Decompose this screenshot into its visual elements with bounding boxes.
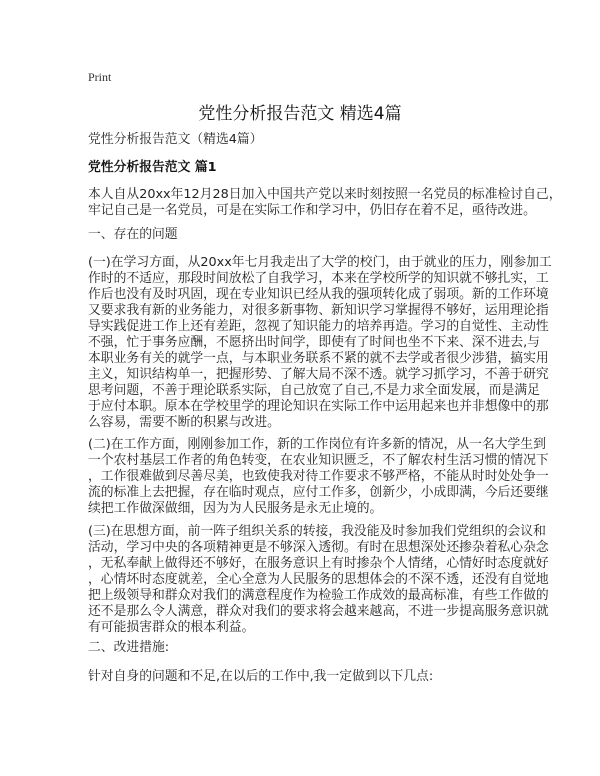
text-line: 导实践促进工作上还有差距，忽视了知识能力的培养再造。学习的自觉性、主动性 (88, 319, 549, 334)
text-line: 作后也没有及时巩固，现在专业知识已经从我的强项转化成了弱项。新的工作环境 (88, 287, 549, 302)
improvements-heading: 二、改进措施: (88, 640, 170, 655)
problems-heading: 一、存在的问题 (88, 227, 178, 242)
text-line: 不强，忙于事务应酬，不愿挤出时间学，即使有了时间也坐不下来、深不进去,与 (88, 335, 540, 350)
text-line: 本职业务有关的就学一点，与本职业务联系不紧的就不去学或者很少涉猎，搞实用 (88, 351, 549, 366)
text-line: ，无私奉献上做得还不够好，在服务意识上有时掺杂个人情绪，心情好时态度就好 (88, 556, 549, 571)
text-line: 把上级领导和群众对我们的满意程度作为检验工作成效的最高标准，有些工作做的 (88, 588, 549, 603)
text-line: (三)在思想方面，前一阵子组织关系的转接，我没能及时参加我们党组织的会议和 (88, 524, 546, 539)
thought-paragraph (88, 524, 549, 636)
text-line: 还不是那么令人满意，群众对我们的要求将会越来越高，不进一步提高服务意识就 (88, 604, 549, 619)
text-line: 作时的不适应，那段时间放松了自我学习，本来在学校所学的知识就不够扎实，工 (88, 271, 549, 286)
text-line: (二)在工作方面，刚刚参加工作，新的工作岗位有许多新的情况，从一名大学生到 (88, 437, 546, 452)
text-line: 么容易，需要不断的积累与改进。 (88, 415, 280, 430)
section-heading: 党性分析报告范文 篇1 (88, 160, 217, 175)
work-paragraph (88, 437, 549, 517)
text-line: 活动，学习中央的各项精神更是不够深入透彻。有时在思想深处还掺杂着私心杂念 (88, 540, 549, 555)
document-subtitle: 党性分析报告范文（精选4篇） (88, 132, 263, 147)
text-line: (一)在学习方面，从20xx年七月我走出了大学的校门，由于就业的压力，刚参加工 (88, 255, 552, 270)
text-line: 牢记自己是一名党员，可是在实际工作和学习中，仍旧存在着不足，亟待改进。 (88, 203, 536, 218)
study-paragraph (88, 255, 552, 431)
text-line: 有可能损害群众的根本利益。 (88, 620, 255, 635)
text-line: 本人自从20xx年12月28日加入中国共产党以来时刻按照一名党员的标准检讨自己， (88, 187, 562, 202)
document-title: 党性分析报告范文 精选4篇 (198, 104, 402, 124)
intro-paragraph (88, 187, 562, 219)
text-line: 于应付本职。原本在学校里学的理论知识在实际工作中运用起来也并非想像中的那 (88, 399, 549, 414)
text-line: 流的标准上去把握，存在临时观点，应付工作多，创新少，小成即满，今后还要继 (88, 485, 549, 500)
text-line: 一个农村基层工作者的角色转变，在农业知识匮乏，不了解农村生活习惯的情况下 (88, 453, 549, 468)
print-link[interactable]: Print (88, 70, 112, 84)
text-line: 思考问题，不善于理论联系实际，自己放宽了自己,不是力求全面发展，而是满足 (88, 383, 540, 398)
text-line: 续把工作做深做细，因为为人民服务是永无止境的。 (88, 501, 383, 516)
text-line: 主义，知识结构单一，把握形势、了解大局不深不透。就学习抓学习，不善于研究 (88, 367, 549, 382)
text-line: 又要求我有新的业务能力，对很多新事物、新知识学习掌握得不够好，运用理论指 (88, 303, 549, 318)
text-line: ，心情坏时态度就差，全心全意为人民服务的思想体会的不深不透，还没有自觉地 (88, 572, 549, 587)
closing-paragraph: 针对自身的问题和不足,在以后的工作中,我一定做到以下几点: (88, 669, 434, 684)
text-line: ，工作很难做到尽善尽美，也致使我对待工作要求不够严格，不能从时时处处争一 (88, 469, 549, 484)
